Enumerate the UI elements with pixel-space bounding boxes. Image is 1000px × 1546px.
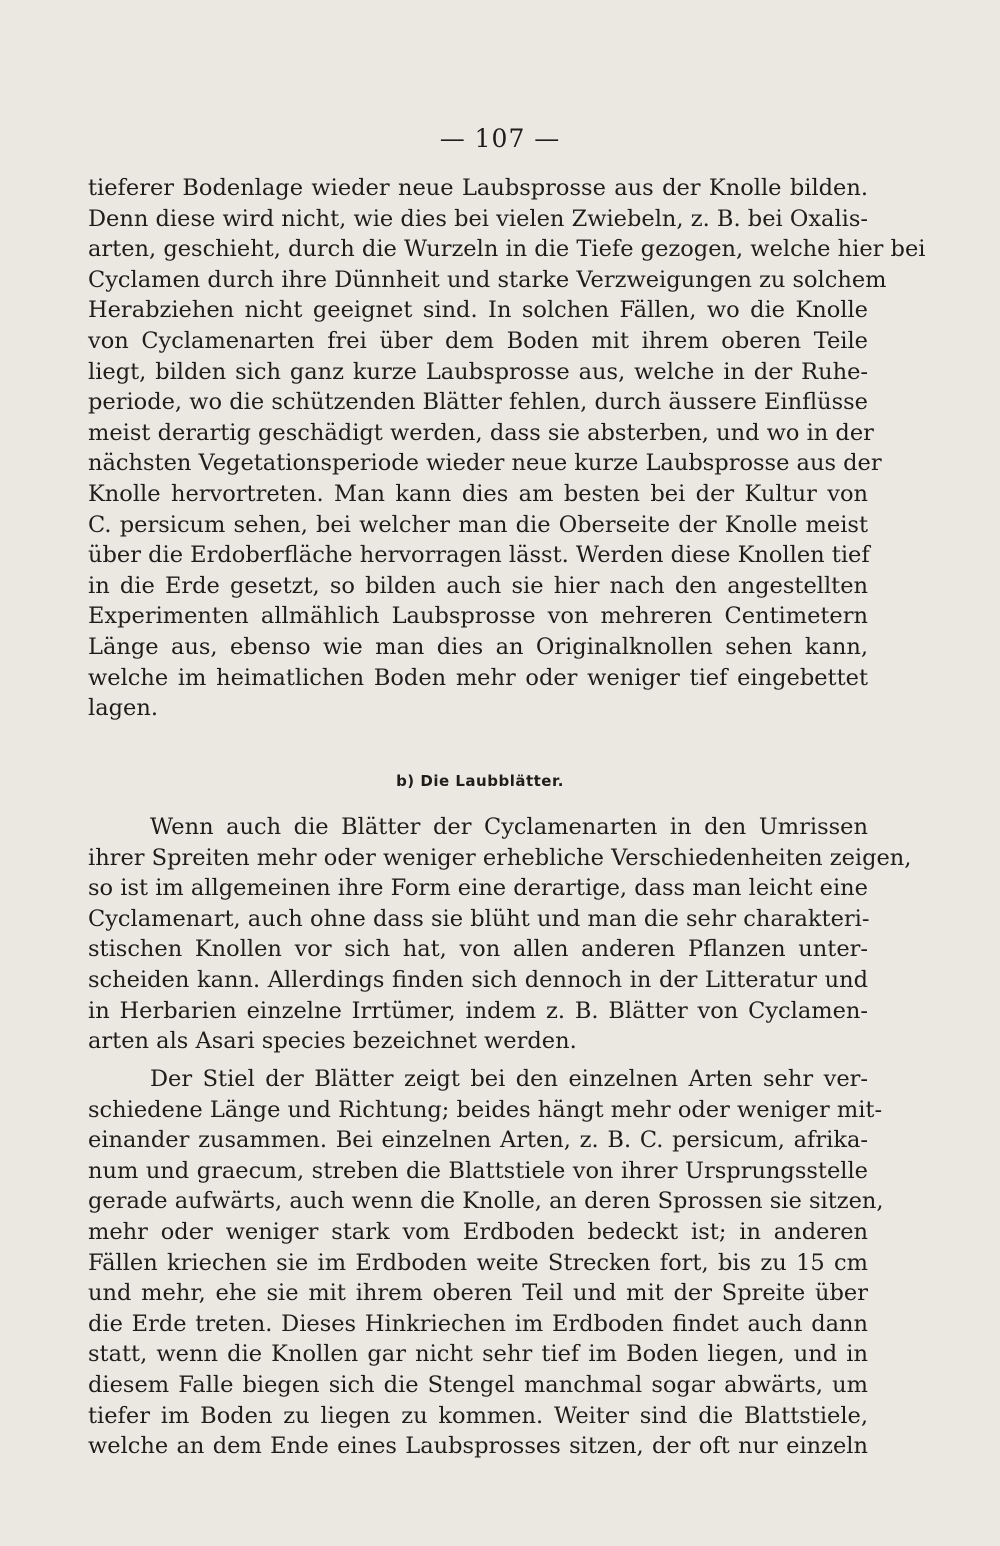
text-line: Knolle hervortreten. Man kann dies am besten bei der Kultur von (88, 480, 868, 507)
section-heading: b) Die Laubblätter. (396, 772, 564, 790)
text-line: über die Erdoberfläche hervorragen lässt. Werden diese Knollen tief (88, 542, 870, 569)
text-line: Wenn auch die Blätter der Cyclamenarten in den Umrissen (150, 814, 868, 840)
text-line: num und graecum, streben die Blattstiele von ihrer Ursprungsstelle (88, 1157, 868, 1184)
text-line: Herabziehen nicht geeignet sind. In solchen Fällen, wo die Knolle (88, 297, 868, 324)
text-line: meist derartig geschädigt werden, dass sie absterben, und wo in der (88, 419, 874, 446)
text-line: lagen. (88, 695, 158, 722)
text-line: Denn diese wird nicht, wie dies bei vielen Zwiebeln, z. B. bei Oxalis- (88, 205, 868, 232)
text-line: von Cyclamenarten frei über dem Boden mit ihrem oberen Teile (88, 327, 868, 354)
text-line: Fällen kriechen sie im Erdboden weite Strecken fort, bis zu 15 cm (88, 1249, 868, 1276)
text-line: schiedene Länge und Richtung; beides hängt mehr oder weniger mit- (88, 1096, 883, 1123)
text-line: einander zusammen. Bei einzelnen Arten, z. B. C. persicum, afrika- (88, 1127, 868, 1154)
text-line: diesem Falle biegen sich die Stengel manchmal sogar abwärts, um (88, 1371, 868, 1398)
text-line: statt, wenn die Knollen gar nicht sehr tief im Boden liegen, und in (88, 1341, 868, 1368)
text-line: die Erde treten. Dieses Hinkriechen im Erdboden findet auch dann (88, 1310, 868, 1337)
text-line: tieferer Bodenlage wieder neue Laubsprosse aus der Knolle bilden. (88, 175, 868, 201)
text-line: und mehr, ehe sie mit ihrem oberen Teil und mit der Spreite über (88, 1280, 868, 1307)
text-line: stischen Knollen vor sich hat, von allen anderen Pflanzen unter- (88, 936, 868, 963)
text-line: mehr oder weniger stark vom Erdboden bedeckt ist; in anderen (88, 1218, 868, 1245)
text-line: periode, wo die schützenden Blätter fehlen, durch äussere Einflüsse (88, 389, 868, 416)
text-line: liegt, bilden sich ganz kurze Laubsprosse aus, welche in der Ruhe- (88, 358, 868, 385)
text-line: welche im heimatlichen Boden mehr oder weniger tief eingebettet (88, 664, 868, 691)
text-line: welche an dem Ende eines Laubsprosses sitzen, der oft nur einzeln (88, 1433, 868, 1460)
text-line: Experimenten allmählich Laubsprosse von mehreren Centimetern (88, 603, 868, 630)
text-line: Cyclamenart, auch ohne dass sie blüht und man die sehr charakteri- (88, 905, 870, 932)
page-number: — 107 — (439, 124, 561, 153)
paragraph-3 (88, 1064, 884, 1462)
text-line: ihrer Spreiten mehr oder weniger erhebliche Verschiedenheiten zeigen, (88, 844, 912, 871)
text-line: so ist im allgemeinen ihre Form eine derartige, dass man leicht eine (88, 875, 868, 902)
text-line: arten, geschieht, durch die Wurzeln in die Tiefe gezogen, welche hier bei (88, 236, 926, 263)
text-line: C. persicum sehen, bei welcher man die Oberseite der Knolle meist (88, 511, 868, 538)
paragraph-2 (88, 812, 912, 1057)
text-line: arten als Asari species bezeichnet werden. (88, 1028, 577, 1055)
text-line: Der Stiel der Blätter zeigt bei den einzelnen Arten sehr ver- (150, 1066, 868, 1092)
text-line: nächsten Vegetationsperiode wieder neue kurze Laubsprosse aus der (88, 450, 882, 477)
text-line: scheiden kann. Allerdings finden sich dennoch in der Litteratur und (88, 966, 868, 993)
text-line: gerade aufwärts, auch wenn die Knolle, an deren Sprossen sie sitzen, (88, 1188, 884, 1215)
text-line: Cyclamen durch ihre Dünnheit und starke Verzweigungen zu solchem (88, 266, 887, 293)
text-line: tiefer im Boden zu liegen zu kommen. Weiter sind die Blattstiele, (88, 1402, 868, 1429)
text-line: Länge aus, ebenso wie man dies an Originalknollen sehen kann, (88, 633, 868, 660)
text-line: in die Erde gesetzt, so bilden auch sie hier nach den angestellten (88, 572, 868, 599)
text-line: in Herbarien einzelne Irrtümer, indem z. B. Blätter von Cyclamen- (88, 997, 868, 1024)
paragraph-1 (88, 173, 926, 724)
